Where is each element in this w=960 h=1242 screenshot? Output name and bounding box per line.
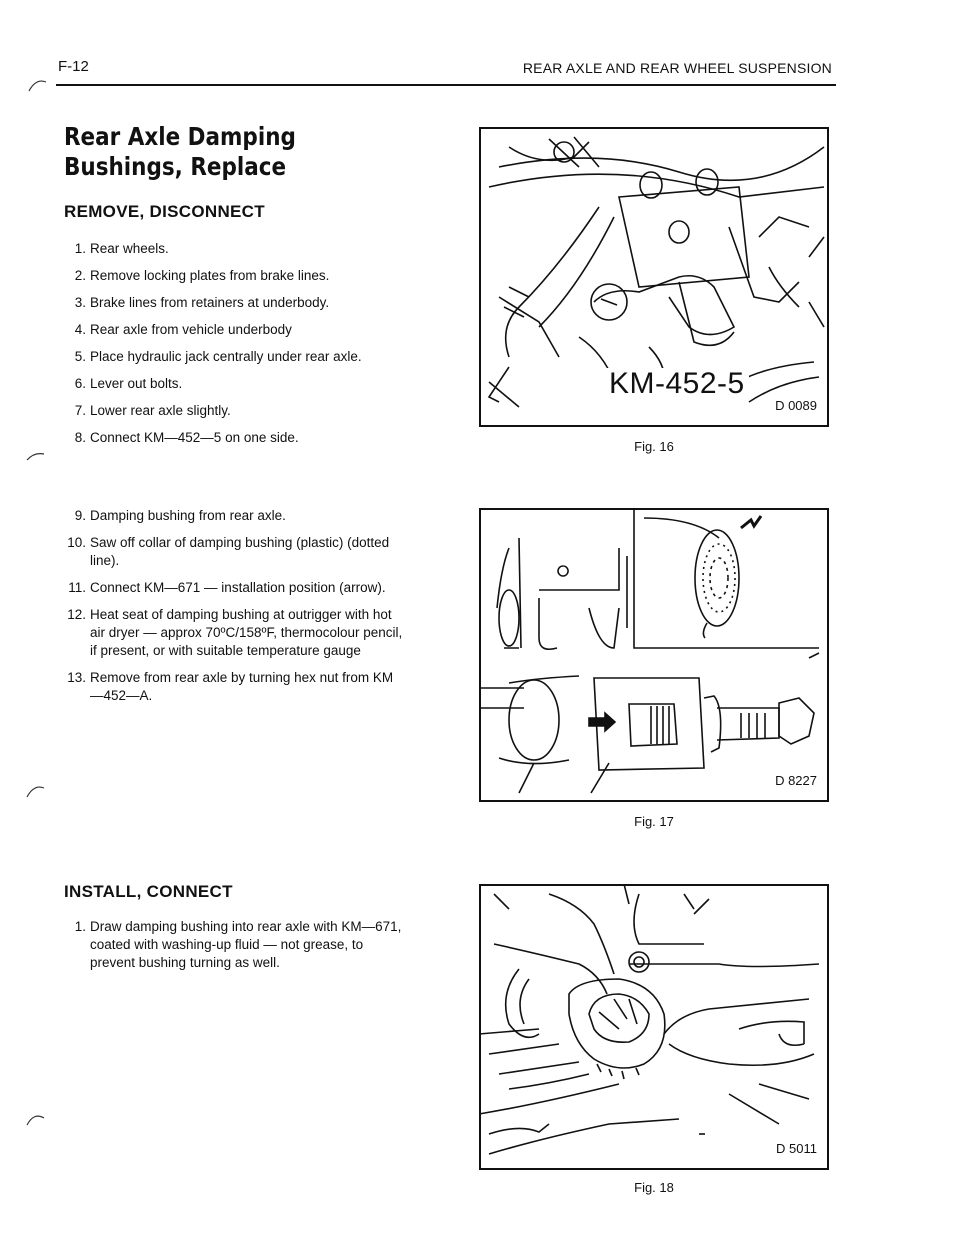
list-item: 13 . Remove from rear axle by turning hex nut from KM—452—A.: [64, 669, 404, 705]
install-steps-list: [64, 918, 404, 981]
remove-steps-list-continued: [64, 507, 404, 714]
list-item: 10 . Saw off collar of damping bushing (plastic) (dotted line).: [64, 534, 404, 570]
figure-17: [479, 508, 829, 838]
list-item: 12 . Heat seat of damping bushing at outrigger with hot air dryer — approx 70ºC/158ºF, thermocolour pencil, if present, or with suitable temperature gauge: [64, 606, 404, 660]
figure-18-illustration: [479, 884, 829, 1170]
margin-mark: [24, 1110, 48, 1128]
list-item: 2 . Remove locking plates from brake lines.: [64, 267, 404, 285]
margin-mark: [24, 448, 48, 464]
list-item: 11 . Connect KM—671 — installation position (arrow).: [64, 579, 404, 597]
list-item: 6 . Lever out bolts.: [64, 375, 404, 393]
tool-callout-label: KM-452-5: [605, 368, 749, 400]
list-item: 5 . Place hydraulic jack centrally under rear axle.: [64, 348, 404, 366]
figure-caption: Fig. 16: [634, 439, 674, 454]
list-item: 1 . Rear wheels.: [64, 240, 404, 258]
list-item: 3 . Brake lines from retainers at underbody.: [64, 294, 404, 312]
figure-code: D 0089: [775, 398, 817, 413]
section-header: REAR AXLE AND REAR WHEEL SUSPENSION: [522, 60, 832, 76]
list-item: 8 . Connect KM—452—5 on one side.: [64, 429, 404, 447]
list-item: 4 . Rear axle from vehicle underbody: [64, 321, 404, 339]
page-title: Rear Axle Damping Bushings, Replace: [64, 122, 296, 181]
figure-code: D 8227: [775, 773, 817, 788]
remove-steps-list: [64, 240, 404, 456]
list-item: 1 . Draw damping bushing into rear axle with KM—671, coated with washing-up fluid — not grease, to prevent bushing turning as well.: [64, 918, 404, 972]
page-code: F-12: [58, 58, 89, 75]
figure-caption: Fig. 17: [634, 814, 674, 829]
margin-mark: [24, 782, 48, 800]
install-heading: INSTALL, CONNECT: [64, 882, 233, 901]
header-rule: [56, 84, 836, 86]
figure-18: [479, 884, 829, 1224]
figure-16: [479, 127, 829, 472]
figure-code: D 5011: [776, 1141, 817, 1156]
list-item: 9 . Damping bushing from rear axle.: [64, 507, 404, 525]
figure-17-illustration: [479, 508, 829, 802]
remove-heading: REMOVE, DISCONNECT: [64, 202, 265, 221]
figure-caption: Fig. 18: [634, 1180, 674, 1195]
margin-mark: [26, 76, 50, 94]
list-item: 7 . Lower rear axle slightly.: [64, 402, 404, 420]
